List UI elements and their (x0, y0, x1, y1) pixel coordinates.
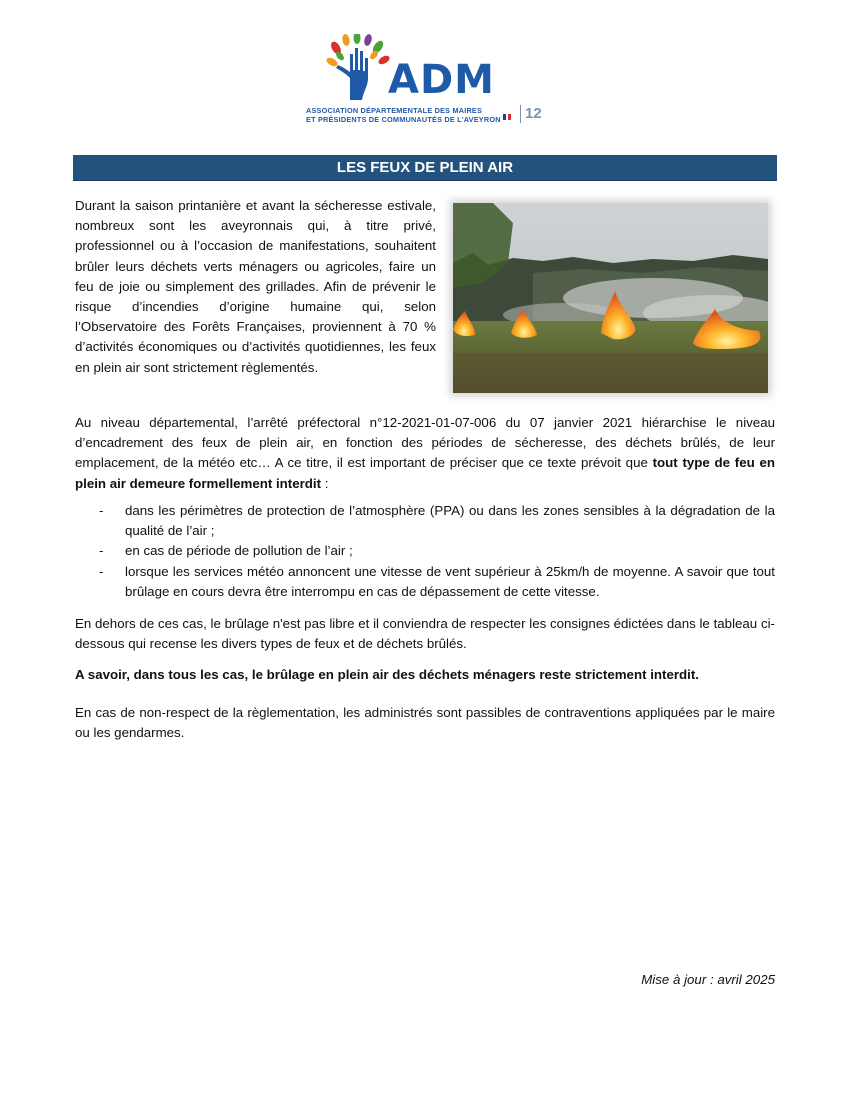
conditions-paragraph: En dehors de ces cas, le brûlage n'est pas libre et il conviendra de respecter les consignes édictées dans le tableau ci-dessous qui recense les divers types de feux et de déchets brûlés. (75, 616, 775, 652)
list-item: - en cas de période de pollution de l’air ; (75, 541, 775, 561)
title-bar (73, 155, 777, 181)
regulation-paragraph (75, 413, 775, 494)
french-flag-icon (503, 107, 511, 113)
list-marker: - (99, 543, 104, 559)
list-marker: - (99, 563, 104, 579)
household-waste-warning: A savoir, dans tous les cas, le brûlage en plein air des déchets ménagers reste strictement interdit. (75, 667, 699, 682)
list-item: - dans les périmètres de protection de l’atmosphère (PPA) ou dans les zones sensibles à la dégradation de la qualité de l’air ; (99, 503, 775, 539)
logo-subtitle: ASSOCIATION DÉPARTEMENTALE DES MAIRES ET PRÉSIDENTS DE COMMUNAUTÉS DE L'AVEYRON (306, 106, 501, 124)
field-fire-photo (453, 203, 768, 393)
page-title: LES FEUX DE PLEIN AIR (336, 159, 514, 176)
regulation-end: : (321, 475, 329, 491)
regulation-bold-text: tout type de feu en plein air demeure formellement interdit (75, 455, 775, 491)
hand-tree-icon (326, 34, 396, 100)
intro-paragraph: Durant la saison printanière et avant la sécheresse estivale, nombreux sont les aveyronnais qui, à titre privé, professionnel ou à l’occasion de manifestations, souhaitent brûler leurs déchets verts ménagers ou agricoles, faire un feu de joie ou simplement des grillades. Afin de prévenir le risque d’incendies d’origine humaine qui, selon l’Observatoire des Forêts Françaises, proviennent à 70 % d’activités économiques ou d’activités quotidiennes, les feux en plein air sont strictement règlementés. (75, 198, 436, 375)
regulation-text: Au niveau départemental, l’arrêté préfectoral n°12-2021-01-07-006 du 07 janvier 2021 hiérarchise le niveau d’encadrement des feux de plein air, en fonction des périodes de sécheresse, des déchets brûlés, de leur emplacement, de la météo etc… A ce titre, il est important de préciser que ce texte prévoit que (75, 415, 775, 471)
logo-wordmark: ADM (388, 57, 495, 103)
penalties-paragraph: En cas de non-respect de la règlementation, les administrés sont passibles de contraventions appliquées par le maire ou les gendarmes. (75, 705, 775, 741)
list-item: - lorsque les services météo annoncent une vitesse de vent supérieur à 25km/h de moyenne. A savoir que tout brûlage en cours devra être interrompu en cas de dépassement de cette vitesse. (99, 563, 775, 599)
prohibition-list (75, 501, 775, 602)
logo-department-number: 12 (520, 105, 542, 123)
update-date: Mise à jour : avril 2025 (641, 972, 775, 987)
adm-logo (300, 34, 560, 126)
list-marker: - (99, 503, 104, 518)
